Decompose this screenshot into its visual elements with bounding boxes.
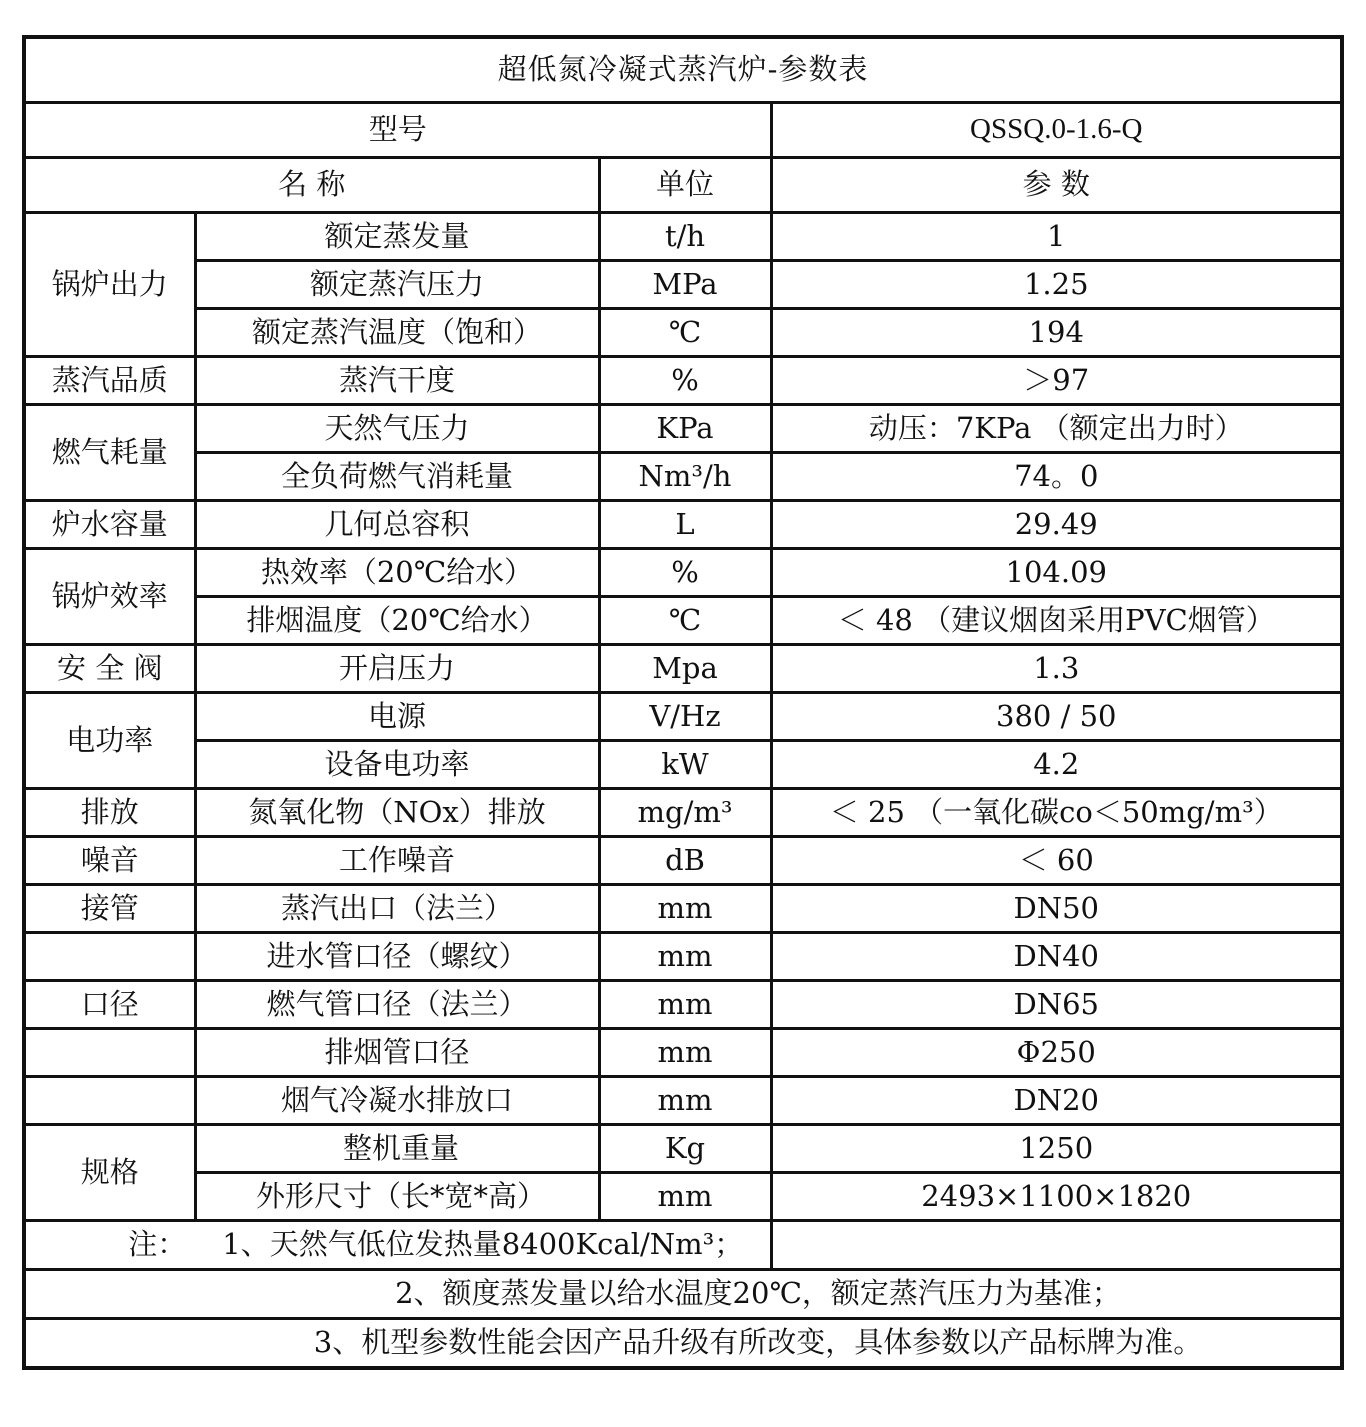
item-name: 排烟温度（20℃给水） (195, 597, 599, 645)
item-name: 电源 (195, 693, 599, 741)
category-cell (24, 1077, 195, 1125)
item-name: 蒸汽出口（法兰） (195, 885, 599, 933)
item-value: ＜ 48 （建议烟囱采用PVC烟管） (771, 597, 1342, 645)
category-cell: 燃气耗量 (24, 405, 195, 501)
item-value: ＜ 60 (771, 837, 1342, 885)
item-name: 燃气管口径（法兰） (195, 981, 599, 1029)
category-cell: 锅炉出力 (24, 213, 195, 357)
item-unit: mm (599, 1029, 771, 1077)
item-value: 1.25 (771, 261, 1342, 309)
item-name: 烟气冷凝水排放口 (195, 1077, 599, 1125)
item-value: DN65 (771, 981, 1342, 1029)
table-row (24, 453, 1342, 501)
item-name: 进水管口径（螺纹） (195, 933, 599, 981)
item-name: 蒸汽干度 (195, 357, 599, 405)
item-name: 排烟管口径 (195, 1029, 599, 1077)
item-name: 额定蒸汽压力 (195, 261, 599, 309)
item-name: 天然气压力 (195, 405, 599, 453)
item-value: 1250 (771, 1125, 1342, 1173)
header-name: 名 称 (24, 158, 599, 213)
note-line-1 (24, 1221, 771, 1270)
item-name: 外形尺寸（长*宽*高） (195, 1173, 599, 1221)
header-param: 参 数 (771, 158, 1342, 213)
category-cell: 接管 (24, 885, 195, 933)
item-name: 热效率（20℃给水） (195, 549, 599, 597)
table-row (24, 933, 1342, 981)
item-value: 2493×1100×1820 (771, 1173, 1342, 1221)
item-value: 104.09 (771, 549, 1342, 597)
table-row (24, 1173, 1342, 1221)
item-value: DN20 (771, 1077, 1342, 1125)
table-row (24, 1029, 1342, 1077)
table-row (24, 1077, 1342, 1125)
item-unit: % (599, 357, 771, 405)
item-unit: L (599, 501, 771, 549)
table-row (24, 1125, 1342, 1173)
category-cell: 噪音 (24, 837, 195, 885)
category-cell: 排放 (24, 789, 195, 837)
item-unit: mm (599, 981, 771, 1029)
item-name: 额定蒸汽温度（饱和） (195, 309, 599, 357)
item-value: 动压：7KPa （额定出力时） (771, 405, 1342, 453)
category-cell: 锅炉效率 (24, 549, 195, 645)
item-unit: mm (599, 933, 771, 981)
table-row (24, 645, 1342, 693)
category-cell: 蒸汽品质 (24, 357, 195, 405)
item-unit: mm (599, 885, 771, 933)
item-unit: dB (599, 837, 771, 885)
category-cell: 炉水容量 (24, 501, 195, 549)
item-unit: ℃ (599, 309, 771, 357)
item-unit: kW (599, 741, 771, 789)
item-name: 开启压力 (195, 645, 599, 693)
table-row (24, 885, 1342, 933)
note-text: 1、天然气低位发热量8400Kcal/Nm³； (222, 1227, 744, 1262)
item-unit: Mpa (599, 645, 771, 693)
item-name: 全负荷燃气消耗量 (195, 453, 599, 501)
table-row (24, 309, 1342, 357)
table-row (24, 261, 1342, 309)
table-title: 超低氮冷凝式蒸汽炉-参数表 (24, 37, 1342, 103)
item-name: 额定蒸发量 (195, 213, 599, 261)
parameter-table (22, 35, 1344, 1370)
model-value: QSSQ.0-1.6-Q (771, 103, 1342, 158)
item-value: DN40 (771, 933, 1342, 981)
category-cell: 规格 (24, 1125, 195, 1221)
item-unit: KPa (599, 405, 771, 453)
item-name: 几何总容积 (195, 501, 599, 549)
table-row (24, 405, 1342, 453)
item-value: 74。0 (771, 453, 1342, 501)
item-value: ＞97 (771, 357, 1342, 405)
note-line-3: 3、机型参数性能会因产品升级有所改变，具体参数以产品标牌为准。 (24, 1319, 1342, 1369)
item-value: 380 / 50 (771, 693, 1342, 741)
table-row (24, 981, 1342, 1029)
category-cell (24, 933, 195, 981)
item-value: 29.49 (771, 501, 1342, 549)
item-unit: MPa (599, 261, 771, 309)
item-value: ＜ 25 （一氧化碳co＜50mg/m³） (771, 789, 1342, 837)
item-unit: mg/m³ (599, 789, 771, 837)
item-value: Φ250 (771, 1029, 1342, 1077)
model-label: 型号 (24, 103, 771, 158)
item-unit: t/h (599, 213, 771, 261)
item-unit: mm (599, 1077, 771, 1125)
table-row (24, 597, 1342, 645)
category-cell: 口径 (24, 981, 195, 1029)
item-name: 整机重量 (195, 1125, 599, 1173)
note-blank-cell (771, 1221, 1342, 1270)
table-row (24, 693, 1342, 741)
item-value: 1.3 (771, 645, 1342, 693)
table-row (24, 837, 1342, 885)
item-name: 设备电功率 (195, 741, 599, 789)
item-unit: mm (599, 1173, 771, 1221)
category-cell: 安 全 阀 (24, 645, 195, 693)
item-unit: Kg (599, 1125, 771, 1173)
item-unit: V/Hz (599, 693, 771, 741)
table-row (24, 789, 1342, 837)
category-cell (24, 1029, 195, 1077)
item-unit: ℃ (599, 597, 771, 645)
table-row (24, 213, 1342, 261)
category-cell: 电功率 (24, 693, 195, 789)
item-value: 1 (771, 213, 1342, 261)
header-unit: 单位 (599, 158, 771, 213)
table-row (24, 549, 1342, 597)
item-unit: % (599, 549, 771, 597)
item-value: 4.2 (771, 741, 1342, 789)
note-label: 注： (128, 1227, 187, 1262)
item-value: 194 (771, 309, 1342, 357)
table-row (24, 357, 1342, 405)
item-name: 工作噪音 (195, 837, 599, 885)
item-unit: Nm³/h (599, 453, 771, 501)
table-row (24, 501, 1342, 549)
item-name: 氮氧化物（NOx）排放 (195, 789, 599, 837)
note-line-2: 2、额度蒸发量以给水温度20℃，额定蒸汽压力为基准； (24, 1270, 1342, 1319)
table-row (24, 741, 1342, 789)
item-value: DN50 (771, 885, 1342, 933)
